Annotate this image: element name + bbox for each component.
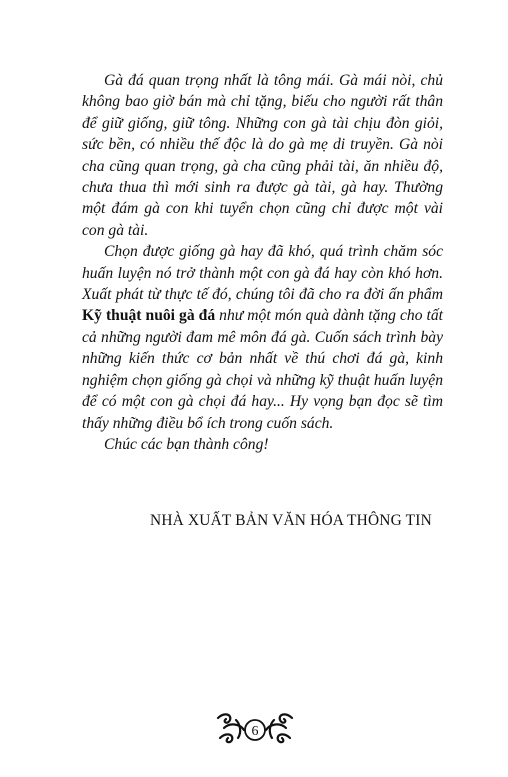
paragraph-2-text-after: như một món quà dành tặng cho tất cả những người đam mê môn đá gà. Cuốn sách trình bày những kiến thức cơ bản nhất về thú chơi đá gà, kinh nghiệm chọn giống gà chọi và những kỹ thuật huấn luyện để có một con gà chọi đá hay... Hy vọng bạn đọc sẽ tìm thấy những điều bổ ích trong cuốn sách. <box>82 307 443 432</box>
page-footer-ornament <box>214 708 296 748</box>
closing-wish: Chúc các bạn thành công! <box>104 435 269 453</box>
preface-text <box>82 70 443 455</box>
paragraph-2 <box>82 241 443 434</box>
page-number: 6 <box>251 724 259 739</box>
paragraph-2-text-before: Chọn được giống gà hay đã khó, quá trình chăm sóc huấn luyện nó trở thành một con gà đá hay còn khó hơn. Xuất phát từ thực tế đó, chúng tôi đã cho ra đời ấn phẩm <box>82 243 443 304</box>
paragraph-1 <box>82 70 443 241</box>
book-title: Kỹ thuật nuôi gà đá <box>82 307 216 325</box>
paragraph-1-text: Gà đá quan trọng nhất là tông mái. Gà mái nòi, chủ không bao giờ bán mà chỉ tặng, biếu cho người rất thân để giữ giống, giữ tông. Những con gà tài chịu đòn giỏi, sức bền, có nhiều thế độc là do gà mẹ di truyền. Gà nòi cha cũng quan trọng, gà cha cũng phải tài, ăn nhiều độ, chưa thua thì mới sinh ra được gà tài, gà hay. Thường một đám gà con khi tuyển chọn cũng chỉ được một vài con gà tài. <box>82 72 443 239</box>
paragraph-3 <box>82 434 443 455</box>
publisher-signature: NHÀ XUẤT BẢN VĂN HÓA THÔNG TIN <box>150 512 432 529</box>
ornament-icon <box>214 708 296 748</box>
